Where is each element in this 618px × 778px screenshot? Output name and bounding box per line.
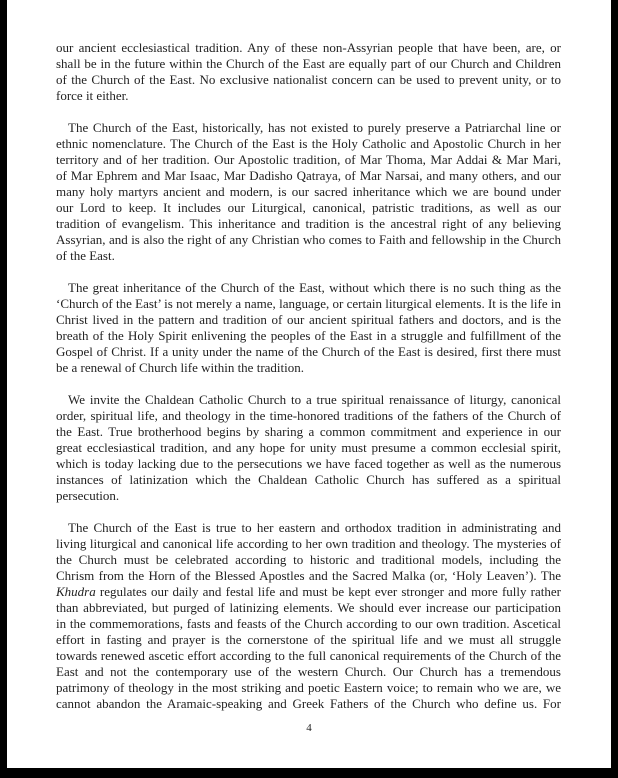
text-line: the Church must be celebrated according to historic and traditional models, including the	[56, 552, 561, 567]
text-line: great ecclesiastical tradition, and any hope for unity must presume a common ecclesial spirit,	[56, 440, 561, 455]
text-line: The Church of the East is true to her eastern and orthodox tradition in administrating and	[68, 520, 561, 535]
paragraph	[56, 520, 561, 712]
text-line: of the Church of the East. No exclusive nationalist concern can be used to prevent unity, or to	[56, 72, 561, 87]
text-line: cannot abandon the Aramaic-speaking and Greek Fathers of the Church who define us. For	[56, 696, 561, 711]
text-line: force it either.	[56, 88, 129, 103]
text-line: many holy martyrs ancient and modern, is our sacred inheritance which we are bound under	[56, 184, 561, 199]
text-line: shall be in the future within the Church of the East are equally part of our Church and Children	[56, 56, 561, 71]
text-line: territory and of her tradition. Our Apostolic tradition, of Mar Thoma, Mar Addai & Mar Mari,	[56, 152, 561, 167]
paragraph	[56, 120, 561, 264]
body-text	[56, 40, 561, 728]
text-line: Chrism from the Horn of the Blessed Apostles and the Sacred Malka (or, ‘Holy Leaven’). The	[56, 568, 561, 583]
text-line: be a renewal of Church life within the tradition.	[56, 360, 305, 375]
text-line: the East. True brotherhood begins by sharing a common commitment and experience in our	[56, 424, 561, 439]
paragraph	[56, 392, 561, 504]
document-page	[7, 0, 611, 768]
text-line: instances of latinization which the Chaldean Catholic Church has suffered as a spiritual	[56, 472, 561, 487]
italic-term: Khudra	[56, 584, 96, 599]
text-line: ‘Church of the East’ is not merely a name, language, or certain liturgical elements. It is the life in	[56, 296, 561, 311]
text-line: Christ lived in the pattern and tradition of our ancient spiritual fathers and doctors, and is the	[56, 312, 561, 327]
text-line: our Lord to keep. It includes our Liturgical, canonical, patristic traditions, as well as our	[56, 200, 561, 215]
text-line: of Mar Ephrem and Mar Isaac, Mar Dadisho Qatraya, of Mar Narsai, and many others, and our	[56, 168, 561, 183]
text-line: in the commemorations, fasts and feasts of the Church according to our own tradition. Ascetical	[56, 616, 561, 631]
text-line: Gospel of Christ. If a unity under the name of the Church of the East is desired, first there must	[56, 344, 561, 359]
text-line: The Church of the East, historically, has not existed to purely preserve a Patriarchal line or	[68, 120, 561, 135]
text-line: towards renewed ascetic effort according to the full canonical requirements of the Church of the	[56, 648, 561, 663]
text-line: The great inheritance of the Church of the East, without which there is no such thing as the	[68, 280, 561, 295]
text-line: living liturgical and canonical life according to her own tradition and theology. The mysteries of	[56, 536, 561, 551]
text-line: our ancient ecclesiastical tradition. Any of these non-Assyrian people that have been, are, or	[56, 40, 561, 55]
text-line	[56, 584, 561, 600]
text-line: than abbreviated, but purged of latinizing elements. We should ever increase our participation	[56, 600, 561, 615]
text-line: patrimony of theology in the most striking and poetic Eastern voice; to remain who we are, we	[56, 680, 561, 695]
paragraph	[56, 280, 561, 376]
text-line: ethnic nomenclature. The Church of the East is the Holy Catholic and Apostolic Church in her	[56, 136, 561, 151]
text-line: breath of the Holy Spirit enlivening the peoples of the East in a struggle and fulfillment of the	[56, 328, 561, 343]
text-line: effort in fasting and prayer is the cornerstone of the spiritual life and we must all struggle	[56, 632, 561, 647]
line-text: regulates our daily and festal life and must be kept ever stronger and more fully rather	[99, 584, 561, 599]
text-line: We invite the Chaldean Catholic Church to a true spiritual renaissance of liturgy, canonical	[68, 392, 561, 407]
paragraph	[56, 40, 561, 104]
text-line: Assyrian, and is also the right of any Christian who comes to Faith and fellowship in the Church	[56, 232, 561, 247]
text-line: persecution.	[56, 488, 120, 503]
text-line: which is today lacking due to the persecutions we have faced together as well as the numerous	[56, 456, 561, 471]
text-line: East and not the contemporary use of the western Church. Our Church has a tremendous	[56, 664, 561, 679]
text-line: of the East.	[56, 248, 115, 263]
text-line: order, spiritual life, and theology in the time-honored traditions of the fathers of the Church of	[56, 408, 561, 423]
text-line: tradition of evangelism. This inheritance and tradition is the ancestral right of any believing	[56, 216, 561, 231]
page-number: 4	[306, 722, 312, 734]
